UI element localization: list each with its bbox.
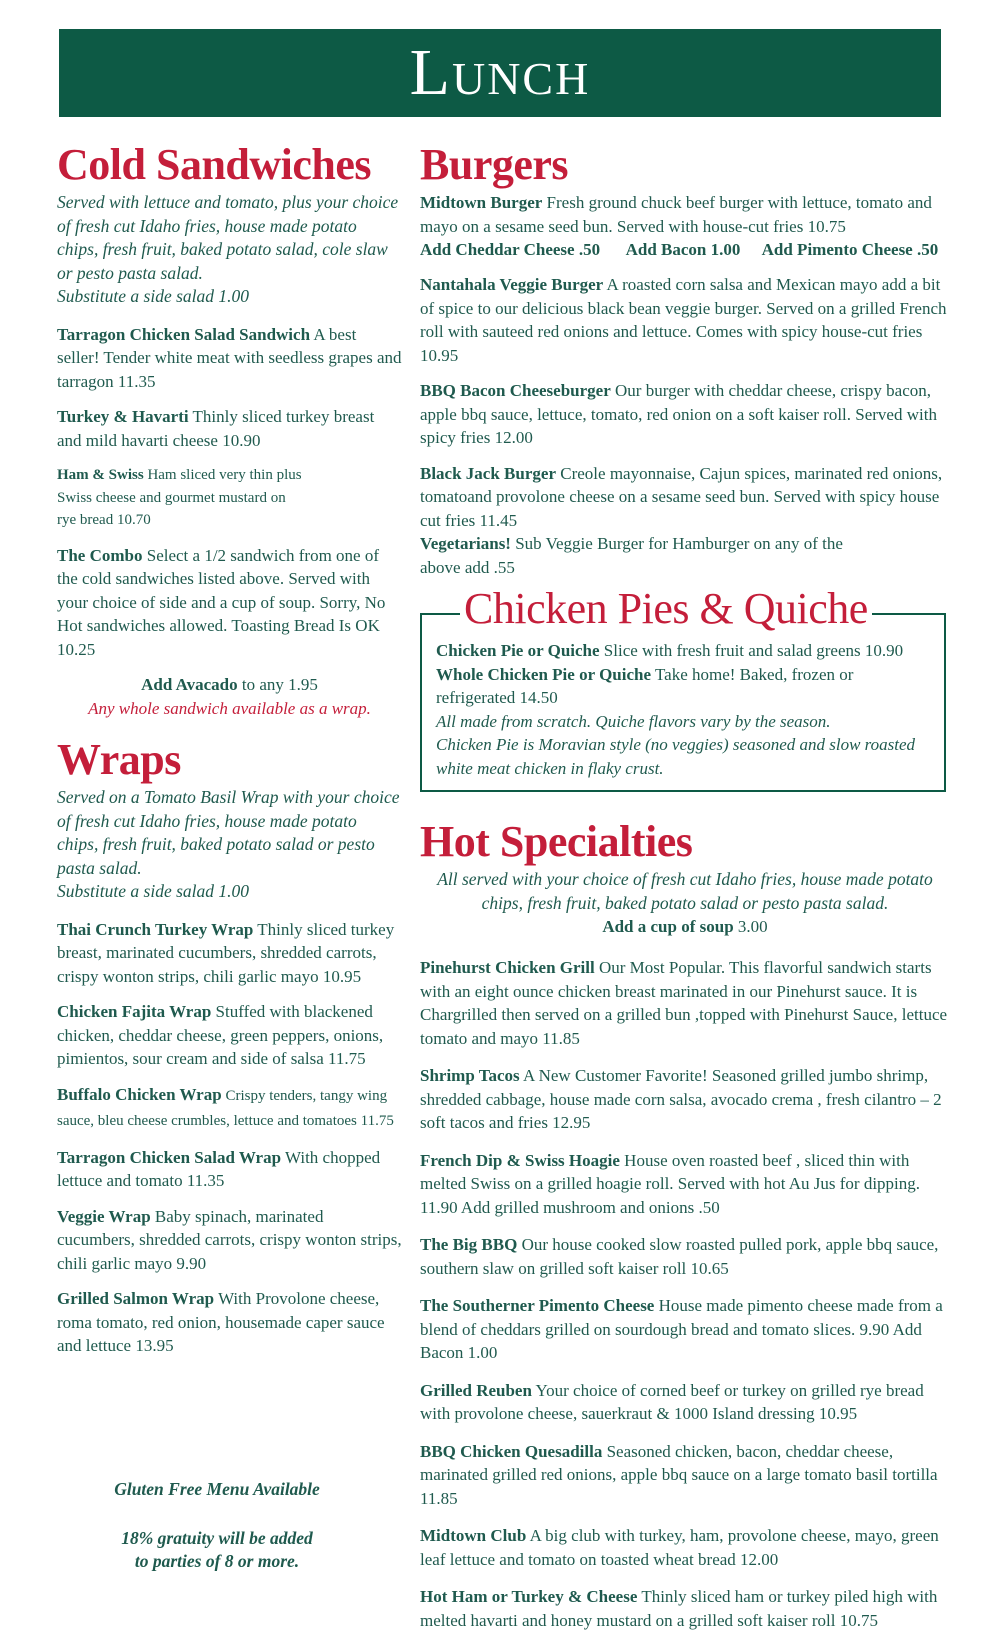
soup-addon-price: 3.00: [733, 917, 768, 936]
item-name: The Combo: [57, 545, 143, 565]
item-name: Black Jack Burger: [420, 463, 556, 483]
item-name: Midtown Club: [420, 1526, 527, 1545]
menu-item: [420, 1524, 950, 1571]
menu-item: [57, 464, 307, 532]
left-column: [57, 140, 402, 1370]
cold-sandwiches-substitute: Substitute a side salad 1.00: [57, 286, 250, 306]
item-name: Whole Chicken Pie or Quiche: [436, 664, 652, 684]
item-desc: Select a 1/2 sandwich from one of the cold sandwiches listed above. Served with your choice of side and a cup of soup. Sorry, No Hot sandwiches allowed. Toasting Bread Is OK 10.25: [57, 545, 386, 659]
avocado-name: Add Avacado: [141, 675, 238, 694]
gluten-free-note: Gluten Free Menu Available: [114, 1479, 320, 1499]
addon-cheddar: Add Cheddar Cheese .50: [420, 240, 601, 259]
cold-sandwiches-intro: [57, 191, 402, 309]
item-desc: Stuffed with blackened chicken, cheddar cheese, green peppers, onions, pimientos, sour cream and side of salsa 11.75: [57, 1002, 384, 1068]
menu-item: [436, 663, 930, 710]
item-desc: Our Most Popular. This flavorful sandwich starts with an eight ounce chicken breast marinated in our Pinehurst sauce. It is Chargrilled then served on a grilled bun ,topped with Pinehurst Sauce, lettuce tomato and mayo 11.85: [420, 958, 948, 1048]
wraps-substitute: Substitute a side salad 1.00: [57, 881, 250, 901]
item-desc: Our house cooked slow roasted pulled pork, apple bbq sauce, southern slaw on grilled soft kaiser roll 10.65: [420, 1235, 939, 1278]
pies-quiche-box: [420, 584, 946, 792]
menu-item: [420, 379, 950, 450]
burger-addons: [420, 238, 950, 261]
item-name: Chicken Pie or Quiche: [436, 641, 600, 660]
item-desc: A big club with turkey, ham, provolone cheese, mayo, green leaf lettuce and tomato on toasted wheat bread 12.00: [420, 1526, 939, 1569]
wrap-note: Any whole sandwich available as a wrap.: [88, 698, 371, 718]
item-name: Nantahala Veggie Burger: [420, 275, 604, 294]
menu-item: [57, 1205, 402, 1276]
item-name: Thai Crunch Turkey Wrap: [57, 919, 254, 939]
menu-item: [420, 1585, 950, 1632]
menu-item: [420, 1233, 950, 1280]
item-desc: Your choice of corned beef or turkey on grilled rye bread with provolone cheese, sauerkraut & 1000 Island dressing 10.95: [420, 1380, 924, 1423]
menu-item: [57, 405, 402, 452]
menu-item: [57, 1000, 402, 1071]
item-desc: Thinly sliced ham or turkey piled high with melted havarti and honey mustard on a grilled soft kaiser roll 10.75: [420, 1587, 938, 1630]
item-name: Turkey & Havarti: [57, 407, 189, 426]
item-name: Veggie Wrap: [57, 1206, 151, 1226]
item-desc: Baby spinach, marinated cucumbers, shredded carrots, crispy wonton strips, chili garlic mayo 9.90: [57, 1206, 402, 1273]
menu-item: [57, 544, 402, 662]
item-desc: With Provolone cheese, roma tomato, red onion, housemade caper sauce and lettuce 13.95: [57, 1289, 385, 1355]
menu-item: [57, 1146, 402, 1193]
item-desc: Crispy tenders, tangy wing sauce, bleu cheese crumbles, lettuce and tomatoes 11.75: [57, 1087, 394, 1129]
item-desc: A best seller! Tender white meat with seedless grapes and tarragon 11.35: [57, 324, 402, 391]
item-name: The Southerner Pimento Cheese: [420, 1296, 655, 1315]
item-name: Pinehurst Chicken Grill: [420, 958, 595, 977]
menu-item: [420, 1294, 950, 1365]
item-name: Hot Ham or Turkey & Cheese: [420, 1587, 638, 1606]
menu-item: [57, 1083, 402, 1134]
item-name: French Dip & Swiss Hoagie: [420, 1150, 620, 1170]
avocado-desc: to any 1.95: [237, 675, 318, 694]
soup-addon: [420, 915, 950, 938]
hot-specialties-title: Hot Specialties: [420, 817, 693, 866]
item-desc: A New Customer Favorite! Seasoned grilled jumbo shrimp, shredded cabbage, house made corn salsa, avocado crema , fresh cilantro – 2 soft tacos and fries 12.95: [420, 1066, 942, 1132]
menu-item: [420, 1149, 950, 1220]
menu-item: [420, 1440, 950, 1511]
item-desc: Ham sliced very thin plus Swiss cheese and gourmet mustard on rye bread 10.70: [57, 467, 302, 528]
soup-addon-name: Add a cup of soup: [602, 917, 734, 936]
item-desc: Thinly sliced turkey breast, marinated cucumbers, shredded carrots, crispy wonton strips, chili garlic mayo 10.95: [57, 919, 395, 986]
right-column: [420, 140, 950, 1632]
menu-item: [57, 918, 402, 989]
item-desc: A roasted corn salsa and Mexican mayo add a bit of spice to our delicious black bean veggie burger. Served on a grilled French roll with sauteed red onions and lettuce. Comes with spicy house-cut fries 10.95: [420, 275, 947, 365]
menu-item: [420, 956, 950, 1050]
wraps-intro: [57, 786, 402, 904]
item-name: Vegetarians!: [420, 534, 511, 553]
pies-note-2: Chicken Pie is Moravian style (no veggies) seasoned and slow roasted white meat chicken in flaky crust.: [436, 735, 916, 778]
avocado-addon: [57, 673, 402, 697]
item-name: Ham & Swiss: [57, 467, 144, 483]
menu-item: [420, 532, 860, 579]
burgers-title: Burgers: [420, 140, 569, 189]
menu-item: [57, 323, 402, 394]
item-desc: Thinly sliced turkey breast and mild havarti cheese 10.90: [57, 407, 375, 450]
menu-item: [420, 462, 950, 533]
wraps-intro-text: Served on a Tomato Basil Wrap with your choice of fresh cut Idaho fries, house made potato chips, fresh fruit, baked potato salad or pesto pasta salad.: [57, 787, 400, 878]
cold-sandwiches-title: Cold Sandwiches: [57, 140, 372, 189]
item-desc: House made pimento cheese made from a blend of cheddars grilled on sourdough bread and tomato slices. 9.90 Add Bacon 1.00: [420, 1296, 943, 1362]
menu-item: [420, 1064, 950, 1135]
item-name: Midtown Burger: [420, 193, 543, 212]
wraps-title: Wraps: [57, 735, 181, 784]
item-name: Tarragon Chicken Salad Sandwich: [57, 324, 311, 344]
cold-sandwiches-intro-text: Served with lettuce and tomato, plus your choice of fresh cut Idaho fries, house made potato chips, fresh fruit, baked potato salad, cole slaw or pesto pasta salad.: [57, 192, 399, 283]
item-name: Chicken Fajita Wrap: [57, 1002, 212, 1021]
gratuity-line-1: 18% gratuity will be added: [121, 1528, 313, 1548]
item-name: Buffalo Chicken Wrap: [57, 1084, 222, 1104]
item-desc: House oven roasted beef , sliced thin with melted Swiss on a grilled hoagie roll. Served with hot Au Jus for dipping. 11.90 Add grilled mushroom and onions .50: [420, 1150, 921, 1217]
item-desc: Slice with fresh fruit and salad greens 10.90: [599, 641, 904, 660]
item-desc: Take home! Baked, frozen or refrigerated 14.50: [436, 664, 854, 707]
item-name: Grilled Salmon Wrap: [57, 1289, 215, 1308]
item-desc: Creole mayonnaise, Cajun spices, marinated red onions, tomatoand provolone cheese on a sesame seed bun. Served with spicy house cut fries 11.45: [420, 463, 943, 530]
addon-pimento: Add Pimento Cheese .50: [761, 240, 939, 259]
menu-item: [420, 273, 950, 367]
menu-item: [436, 639, 930, 663]
item-name: The Big BBQ: [420, 1235, 518, 1254]
hot-specialties-intro: All served with your choice of fresh cut Idaho fries, house made potato chips, fresh fruit, baked potato salad or pesto pasta salad.: [437, 869, 933, 913]
item-desc: Fresh ground chuck beef burger with lettuce, tomato and mayo on a sesame seed bun. Served with house-cut fries 10.75: [420, 193, 932, 236]
item-name: Grilled Reuben: [420, 1380, 532, 1400]
item-desc: Seasoned chicken, bacon, cheddar cheese, marinated grilled red onions, apple bbq sauce on a large tomato basil tortilla 11.85: [420, 1441, 938, 1508]
item-name: BBQ Chicken Quesadilla: [420, 1441, 603, 1461]
item-name: Tarragon Chicken Salad Wrap: [57, 1147, 282, 1167]
item-name: BBQ Bacon Cheeseburger: [420, 381, 611, 400]
gratuity-line-2: to parties of 8 or more.: [134, 1551, 300, 1571]
menu-item: [420, 191, 950, 238]
item-desc: Our burger with cheddar cheese, crispy bacon, apple bbq sauce, lettuce, tomato, red onion on a soft kaiser roll. Served with spicy fries 12.00: [420, 381, 937, 447]
addon-bacon: Add Bacon 1.00: [625, 240, 741, 259]
page-title: Lunch: [409, 36, 591, 109]
menu-item: [420, 1379, 950, 1426]
menu-item: [57, 1287, 402, 1358]
item-desc: Sub Veggie Burger for Hamburger on any of the above add .55: [420, 534, 843, 577]
pies-quiche-title: Chicken Pies & Quiche: [460, 587, 872, 631]
gratuity-note: [57, 1527, 377, 1573]
item-name: Shrimp Tacos: [420, 1066, 520, 1085]
item-desc: With chopped lettuce and tomato 11.35: [57, 1147, 381, 1190]
pies-note-1: All made from scratch. Quiche flavors vary by the season.: [436, 711, 831, 731]
menu-header-banner: [59, 29, 941, 117]
